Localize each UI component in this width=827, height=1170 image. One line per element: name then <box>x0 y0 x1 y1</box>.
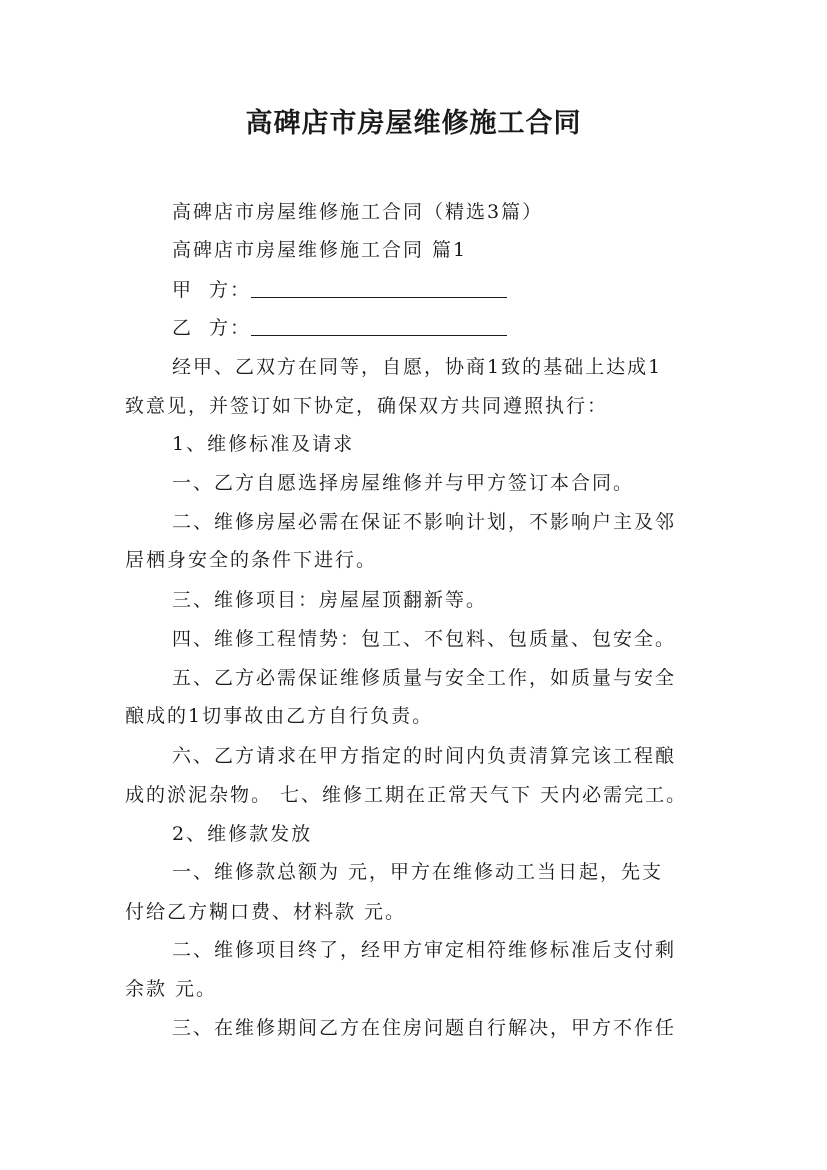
clause-2-1-line-1: 一、维修款总额为 元，甲方在维修动工当日起，先支 <box>172 861 664 883</box>
clause-1-4: 四、维修工程情势：包工、不包料、包质量、包安全。 <box>172 628 677 650</box>
party-a-label-1: 甲 <box>172 279 194 301</box>
heading-1: 1、维修标准及请求 <box>172 433 355 455</box>
party-b-line <box>172 314 507 342</box>
clause-2-1-line-2: 付给乙方糊口费、材料款 元。 <box>125 901 407 923</box>
clause-1-5-line-2: 酿成的1切事故由乙方自行负责。 <box>125 705 434 727</box>
document-title: 高碑店市房屋维修施工合同 <box>245 108 582 139</box>
document-subtitle: 高碑店市房屋维修施工合同（精选3篇） <box>172 201 544 223</box>
clause-1-6-line-1: 六、乙方请求在甲方指定的时间内负责清算完该工程酿 <box>172 745 677 767</box>
clause-2-3-line-1: 三、在维修期间乙方在住房问题自行解决，甲方不作任 <box>172 1017 677 1039</box>
clause-1-5-line-1: 五、乙方必需保证维修质量与安全工作，如质量与安全 <box>172 667 677 689</box>
party-a-blank <box>251 277 507 298</box>
section-heading: 高碑店市房屋维修施工合同 篇1 <box>172 239 468 261</box>
party-b-blank <box>251 315 507 336</box>
paragraph-1-line-2: 致意见，并签订如下协定，确保双方共同遵照执行： <box>125 395 609 417</box>
clause-1-6-line-2: 成的淤泥杂物。 七、维修工期在正常天气下 天内必需完工。 <box>125 784 688 806</box>
clause-1-2-line-2: 居栖身安全的条件下进行。 <box>125 549 378 571</box>
party-a-label-2: 方： <box>209 279 252 301</box>
clause-1-1: 一、乙方自愿选择房屋维修并与甲方签订本合同。 <box>172 472 635 494</box>
heading-2: 2、维修款发放 <box>172 823 313 845</box>
party-b-label-1: 乙 <box>172 317 194 339</box>
clause-1-3: 三、维修项目：房屋屋顶翻新等。 <box>172 589 488 611</box>
clause-1-2-line-1: 二、维修房屋必需在保证不影响计划，不影响户主及邻 <box>172 511 677 533</box>
clause-2-2-line-1: 二、维修项目终了，经甲方审定相符维修标准后支付剩 <box>172 939 677 961</box>
party-b-label-2: 方： <box>209 317 252 339</box>
paragraph-1-line-1: 经甲、乙双方在同等，自愿，协商1致的基础上达成1 <box>172 356 663 378</box>
party-a-line <box>172 276 507 304</box>
clause-2-2-line-2: 余款 元。 <box>125 978 218 1000</box>
